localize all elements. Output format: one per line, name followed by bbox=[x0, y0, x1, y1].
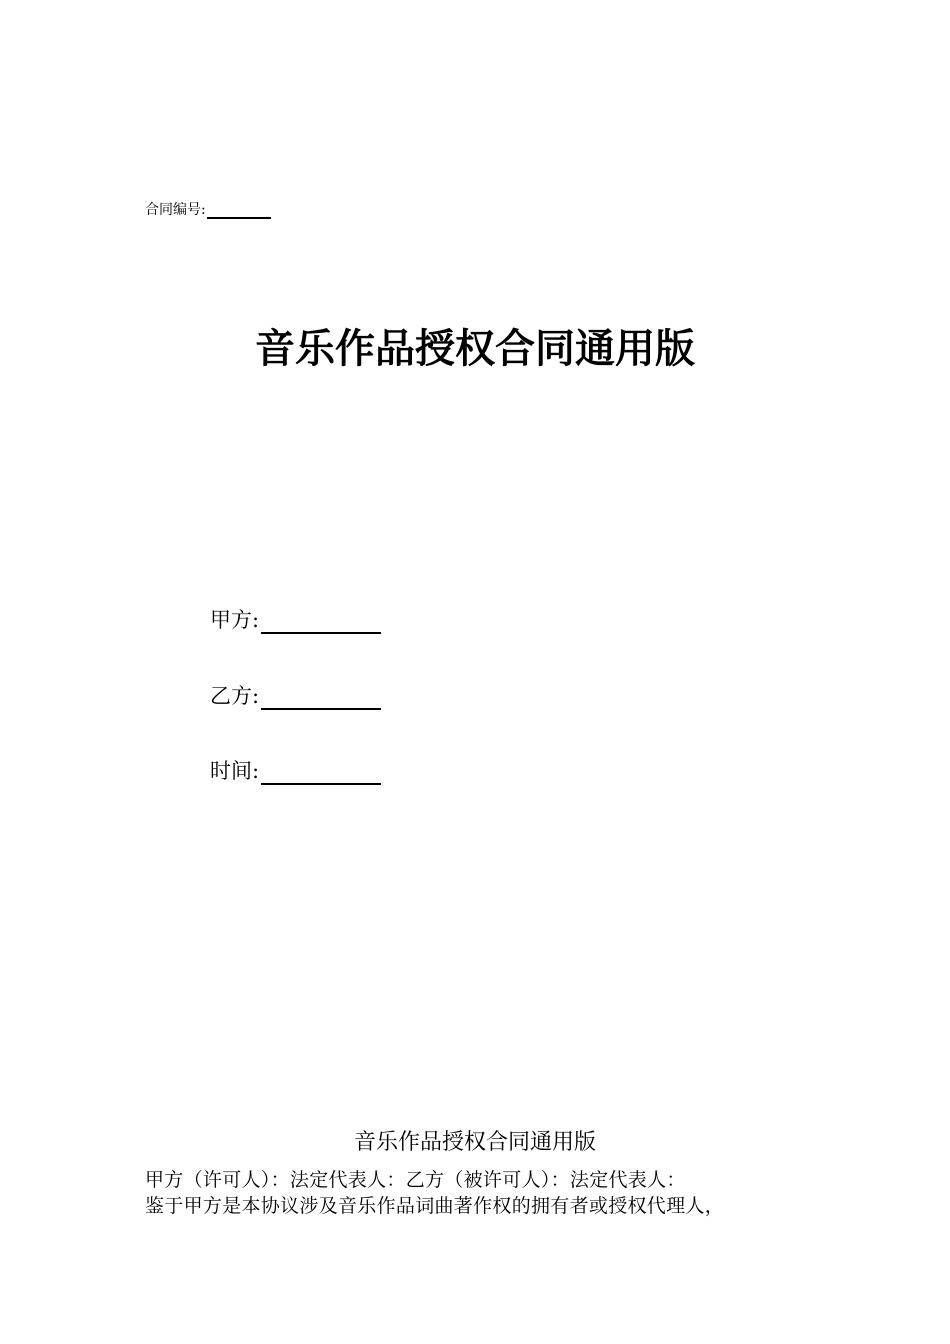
date-field bbox=[210, 757, 381, 785]
body-paragraph-line: 甲方（许可人）：法定代表人：乙方（被许可人）：法定代表人： bbox=[145, 1169, 686, 1191]
party-b-field bbox=[210, 682, 381, 710]
contract-number bbox=[145, 201, 271, 219]
party-a-blank bbox=[261, 610, 381, 634]
date-blank bbox=[261, 761, 381, 785]
party-b-blank bbox=[261, 686, 381, 710]
party-b-label: 乙方: bbox=[210, 684, 260, 708]
date-label: 时间: bbox=[210, 759, 260, 783]
contract-number-blank bbox=[207, 203, 271, 219]
body-paragraph-line: 鉴于甲方是本协议涉及音乐作品词曲著作权的拥有者或授权代理人， bbox=[145, 1195, 725, 1217]
cover-title: 音乐作品授权合同通用版 bbox=[255, 326, 695, 372]
party-a-field bbox=[210, 606, 381, 634]
body-title: 音乐作品授权合同通用版 bbox=[353, 1130, 596, 1155]
party-a-label: 甲方: bbox=[210, 608, 260, 632]
contract-number-label: 合同编号: bbox=[145, 202, 206, 218]
